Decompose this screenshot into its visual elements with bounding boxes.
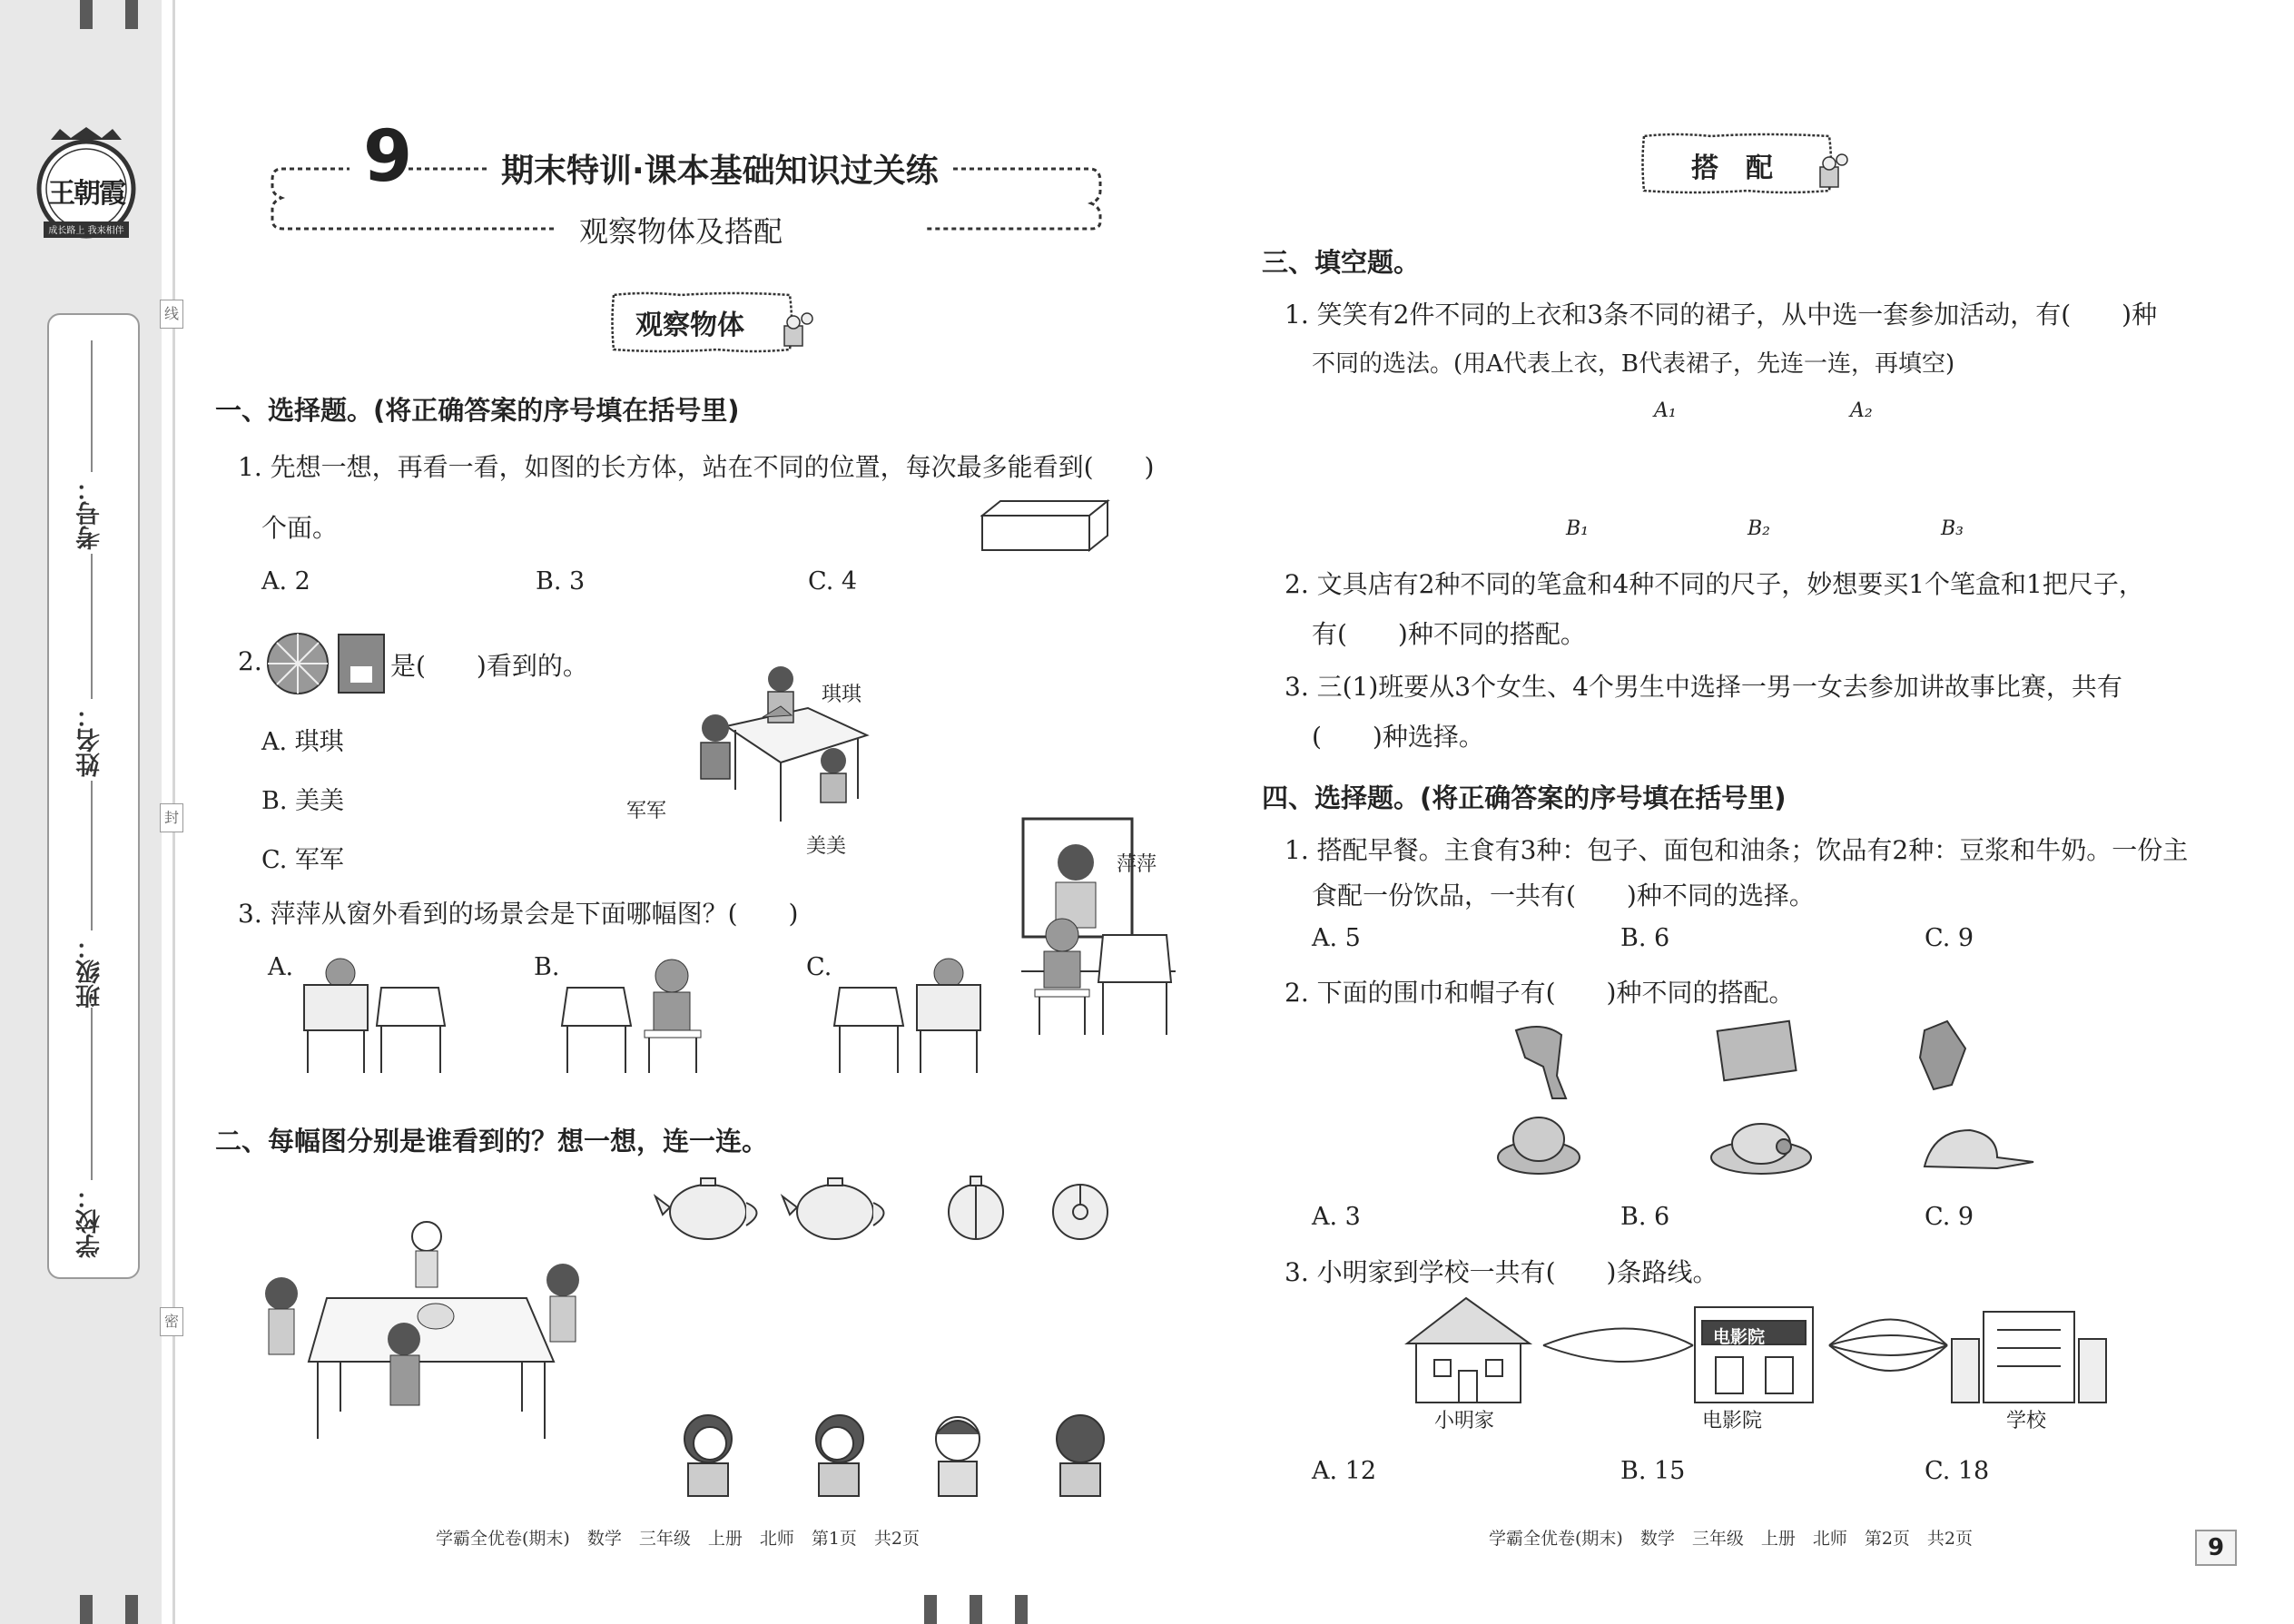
route-label-cinema: 电影院 <box>1702 1410 1763 1432</box>
registration-mark <box>1015 1595 1028 1624</box>
question-3-text: 3. 萍萍从窗外看到的场景会是下面哪幅图？( ) <box>238 899 799 929</box>
q1-option-c[interactable]: C. 4 <box>808 567 858 595</box>
section-2-heading: 二、每幅图分别是谁看到的？想一想，连一连。 <box>215 1126 769 1156</box>
s4-question-2-text: 2. 下面的围巾和帽子有( )种不同的搭配。 <box>1285 978 1795 1008</box>
umbrella-top-view-image <box>265 631 330 700</box>
binding-mark-line: 线 <box>160 300 183 329</box>
cinema-sign: 电影院 <box>1713 1327 1766 1347</box>
s4-question-3-text: 3. 小明家到学校一共有( )条路线。 <box>1285 1257 1718 1287</box>
q3-option-a[interactable]: A. <box>268 953 294 981</box>
scarves-and-hats-images <box>1489 1012 2052 1188</box>
svg-text:成长路上 我来相伴: 成长路上 我来相伴 <box>48 226 124 236</box>
name-meimei: 美美 <box>806 835 847 858</box>
s4-q3-option-b[interactable]: B. 15 <box>1620 1457 1686 1485</box>
name-qiqi: 琪琪 <box>822 684 862 706</box>
child-portraits <box>672 1407 1126 1501</box>
q3-option-b[interactable]: B. <box>534 953 560 981</box>
box-view-image <box>338 634 385 697</box>
q2-option-c[interactable]: C. 军军 <box>261 846 344 874</box>
topic-box-match <box>1639 127 1856 200</box>
binding-mark-secret: 密 <box>160 1307 183 1336</box>
s3-question-1-line2: 不同的选法。(用A代表上衣，B代表裙子，先连一连，再填空) <box>1312 350 1955 378</box>
question-2-text: 是( )看到的。 <box>390 651 588 681</box>
registration-mark <box>125 1595 138 1624</box>
label-a1: A₁ <box>1654 399 1677 422</box>
question-2-number: 2. <box>238 646 262 676</box>
section-1-heading: 一、选择题。(将正确答案的序号填在括号里) <box>215 395 740 426</box>
q3-option-a-image <box>295 953 454 1079</box>
s3-question-1-line1: 1. 笑笑有2件不同的上衣和3条不同的裙子，从中选一套参加活动，有( )种 <box>1285 300 2158 330</box>
route-map-illustration <box>1403 1289 2129 1411</box>
s4-question-1-line1: 1. 搭配早餐。主食有3种：包子、面包和油条；饮品有2种：豆浆和牛奶。一份主 <box>1285 835 2189 865</box>
q2-option-b[interactable]: B. 美美 <box>261 787 345 815</box>
section-4-heading: 四、选择题。(将正确答案的序号填在括号里) <box>1262 782 1787 813</box>
unit-number: 9 <box>363 116 413 198</box>
brand-logo <box>33 127 140 243</box>
s4-q2-option-a[interactable]: A. 3 <box>1312 1203 1361 1231</box>
registration-mark <box>80 1595 93 1624</box>
children-around-table-illustration <box>254 1216 608 1456</box>
label-b2: B₂ <box>1748 517 1770 540</box>
binding-mark-seal: 封 <box>160 803 183 832</box>
page-title: 期末特训·课本基础知识过关练 <box>501 153 939 190</box>
topic-box-label: 搭 配 <box>1691 153 1773 184</box>
s4-q2-option-c[interactable]: C. 9 <box>1925 1203 1974 1231</box>
s4-q1-option-b[interactable]: B. 6 <box>1620 924 1670 952</box>
s4-question-1-line2: 食配一份饮品，一共有( )种不同的选择。 <box>1312 881 1815 910</box>
school-label: 学校： <box>76 1185 104 1258</box>
q2-option-a[interactable]: A. 琪琪 <box>261 728 344 756</box>
name-input-line[interactable] <box>91 554 93 699</box>
footer-right: 学霸全优卷(期末) 数学 三年级 上册 北师 第2页 共2页 <box>1489 1529 1974 1549</box>
registration-mark <box>80 0 93 29</box>
student-info-box <box>47 313 140 1279</box>
name-junjun: 军军 <box>626 800 667 822</box>
s4-q3-option-a[interactable]: A. 12 <box>1312 1457 1377 1485</box>
section-3-heading: 三、填空题。 <box>1262 247 1421 278</box>
name-label: 姓名： <box>76 704 104 777</box>
teapot-views <box>654 1171 1144 1252</box>
route-label-home: 小明家 <box>1434 1410 1495 1432</box>
q3-option-b-image <box>558 953 717 1079</box>
q1-option-b[interactable]: B. 3 <box>536 567 586 595</box>
s4-q1-option-c[interactable]: C. 9 <box>1925 924 1974 952</box>
logo-name: 王朝霞 <box>48 178 124 210</box>
route-label-school: 学校 <box>2006 1410 2047 1432</box>
registration-mark <box>125 0 138 29</box>
s3-question-2-line2: 有( )种不同的搭配。 <box>1312 619 1586 649</box>
id-input-line[interactable] <box>91 340 93 472</box>
page-subtitle: 观察物体及搭配 <box>579 214 783 249</box>
s3-question-2-line1: 2. 文具店有2种不同的笔盒和4种不同的尺子，妙想要买1个笔盒和1把尺子， <box>1285 569 2144 599</box>
id-label: 考号： <box>76 477 104 550</box>
q1-option-a[interactable]: A. 2 <box>261 567 310 595</box>
s4-q3-option-c[interactable]: C. 18 <box>1925 1457 1990 1485</box>
school-input-line[interactable] <box>91 1008 93 1180</box>
footer-left: 学霸全优卷(期末) 数学 三年级 上册 北师 第1页 共2页 <box>436 1529 921 1549</box>
label-b1: B₁ <box>1566 517 1589 540</box>
class-input-line[interactable] <box>91 781 93 930</box>
registration-mark <box>970 1595 982 1624</box>
topic-box-label: 观察物体 <box>635 310 744 341</box>
registration-mark <box>924 1595 937 1624</box>
class-label: 班级： <box>76 935 104 1009</box>
s4-q2-option-b[interactable]: B. 6 <box>1620 1203 1670 1231</box>
q3-option-c-image <box>831 953 989 1079</box>
s4-q1-option-a[interactable]: A. 5 <box>1312 924 1361 952</box>
question-1-line1: 1. 先想一想，再看一看，如图的长方体，站在不同的位置，每次最多能看到( ) <box>238 452 1155 482</box>
question-1-line2: 个面。 <box>261 513 339 543</box>
s3-question-3-line2: ( )种选择。 <box>1312 722 1484 752</box>
cuboid-figure <box>980 499 1117 556</box>
q3-option-c[interactable]: C. <box>806 953 832 981</box>
page-number: 9 <box>2195 1530 2237 1566</box>
s3-question-3-line1: 3. 三(1)班要从3个女生、4个男生中选择一男一女去参加讲故事比赛，共有 <box>1285 672 2122 702</box>
label-b3: B₃ <box>1941 517 1964 540</box>
name-pingping: 萍萍 <box>1117 853 1157 876</box>
label-a2: A₂ <box>1850 399 1873 422</box>
topic-box-observe <box>608 286 826 359</box>
